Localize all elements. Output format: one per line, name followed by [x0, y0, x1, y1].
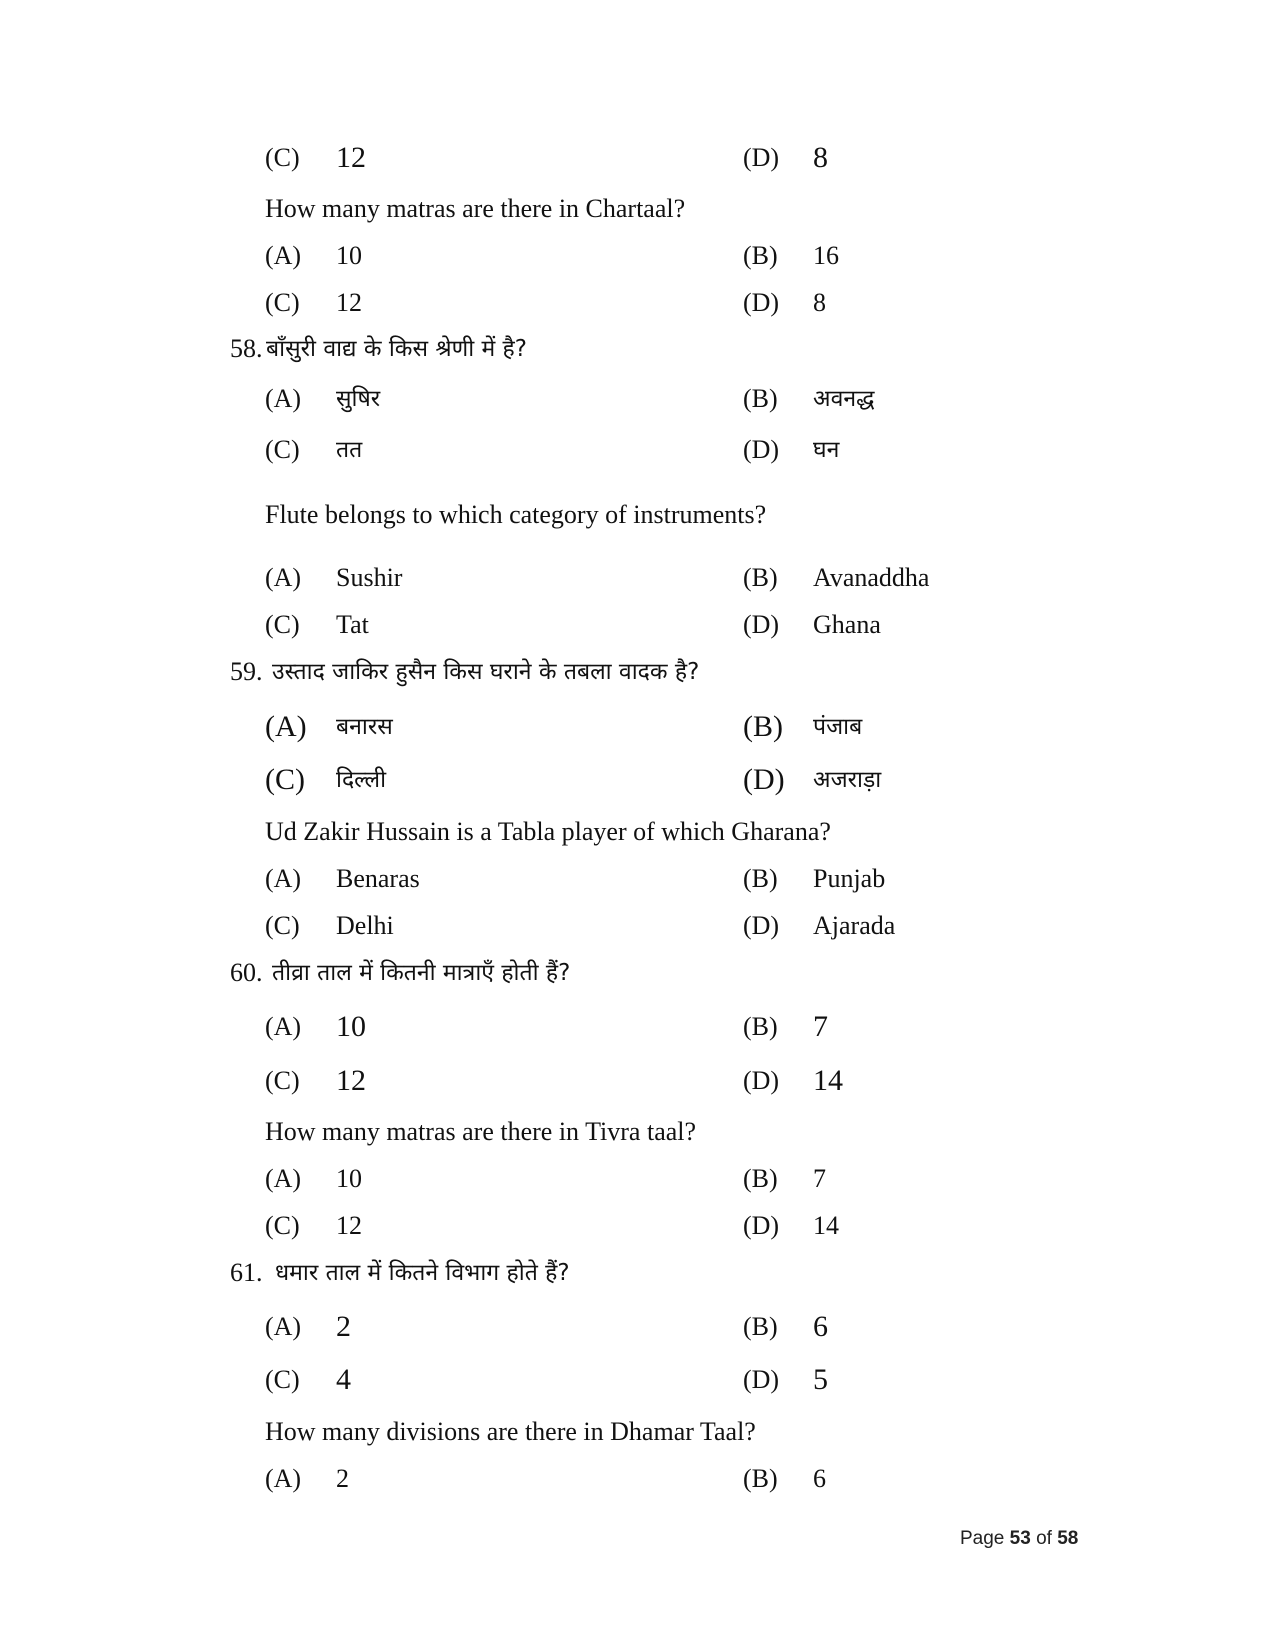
option-row — [0, 1157, 1275, 1201]
option-a-label: (A) — [265, 1464, 302, 1493]
question-text: How many matras are there in Chartaal? — [265, 194, 686, 223]
option-c-label: (C) — [265, 610, 300, 639]
option-a-label: (A) — [265, 1012, 302, 1041]
option-a-value: बनारस — [336, 714, 393, 740]
option-a-label: (A) — [265, 241, 302, 270]
question-number: 61. — [230, 1258, 263, 1287]
question-text-english — [0, 187, 1275, 231]
question-text-english — [0, 810, 1275, 854]
option-c-value: 12 — [336, 141, 366, 174]
option-b-label: (B) — [743, 710, 783, 743]
option-c-label: (C) — [265, 763, 305, 796]
question-text: तीव्रा ताल में कितनी मात्राएँ होती हैं? — [272, 960, 571, 986]
question-text: Ud Zakir Hussain is a Tabla player of which Gharana? — [265, 817, 831, 846]
option-row — [0, 1358, 1275, 1402]
option-row — [0, 705, 1275, 749]
option-row — [0, 904, 1275, 948]
option-d-label: (D) — [743, 911, 780, 940]
option-a-value: Benaras — [336, 864, 420, 893]
option-a-value: सुषिर — [336, 386, 381, 412]
option-b-value: 7 — [813, 1010, 828, 1043]
option-d-label: (D) — [743, 435, 780, 464]
option-a-value: 10 — [336, 241, 362, 270]
option-b-label: (B) — [743, 1312, 778, 1341]
question-text: धमार ताल में कितने विभाग होते हैं? — [275, 1260, 570, 1286]
option-a-value: 10 — [336, 1010, 366, 1043]
option-d-value: 5 — [813, 1363, 828, 1396]
option-a-value: 2 — [336, 1310, 351, 1343]
option-b-label: (B) — [743, 241, 778, 270]
option-c-value: 4 — [336, 1363, 351, 1396]
question-number: 58. — [230, 334, 263, 363]
option-row — [0, 428, 1275, 472]
option-d-label: (D) — [743, 763, 785, 796]
question-text: बाँसुरी वाद्य के किस श्रेणी में है? — [266, 336, 527, 362]
option-c-value: 12 — [336, 288, 362, 317]
option-d-value: 8 — [813, 288, 826, 317]
footer-of: of — [1036, 1528, 1052, 1549]
option-c-label: (C) — [265, 288, 300, 317]
option-row — [0, 234, 1275, 278]
option-b-value: 16 — [813, 241, 839, 270]
option-a-label: (A) — [265, 384, 302, 413]
option-row — [0, 377, 1275, 421]
option-c-value: Tat — [336, 610, 369, 639]
option-row — [0, 1005, 1275, 1049]
option-d-label: (D) — [743, 1211, 780, 1240]
option-d-label: (D) — [743, 143, 780, 172]
option-d-value: Ajarada — [813, 911, 896, 940]
option-c-value: 12 — [336, 1064, 366, 1097]
question-number: 60. — [230, 958, 263, 987]
option-b-value: 6 — [813, 1464, 826, 1493]
option-a-value: 2 — [336, 1464, 349, 1493]
question-text-english — [0, 493, 1275, 537]
option-b-value: 6 — [813, 1310, 828, 1343]
option-c-label: (C) — [265, 435, 300, 464]
option-b-label: (B) — [743, 563, 778, 592]
option-c-label: (C) — [265, 143, 300, 172]
option-row — [0, 758, 1275, 802]
question-text: How many matras are there in Tivra taal? — [265, 1117, 697, 1146]
option-b-value: अवनद्ध — [813, 386, 875, 412]
option-b-label: (B) — [743, 1464, 778, 1493]
option-b-value: 7 — [813, 1164, 826, 1193]
option-row — [0, 281, 1275, 325]
option-d-value: 14 — [813, 1211, 839, 1240]
question-number: 59. — [230, 657, 263, 686]
question-text-english — [0, 1410, 1275, 1454]
option-row — [0, 857, 1275, 901]
option-a-value: 10 — [336, 1164, 362, 1193]
option-c-value: 12 — [336, 1211, 362, 1240]
option-c-label: (C) — [265, 1365, 300, 1394]
question-text: How many divisions are there in Dhamar Taal? — [265, 1417, 756, 1446]
option-d-value: 14 — [813, 1064, 843, 1097]
question-text: उस्ताद जाकिर हुसैन किस घराने के तबला वादक है? — [272, 659, 700, 685]
option-row — [0, 1457, 1275, 1501]
page-number-footer — [960, 1528, 1078, 1550]
question-text: Flute belongs to which category of instruments? — [265, 500, 767, 529]
option-row — [0, 1204, 1275, 1248]
option-row — [0, 556, 1275, 600]
option-b-label: (B) — [743, 1164, 778, 1193]
option-a-label: (A) — [265, 710, 307, 743]
question-59-hindi — [0, 650, 1275, 694]
option-d-label: (D) — [743, 610, 780, 639]
option-d-value: 8 — [813, 141, 828, 174]
option-b-label: (B) — [743, 864, 778, 893]
option-d-label: (D) — [743, 288, 780, 317]
option-a-label: (A) — [265, 563, 302, 592]
option-a-label: (A) — [265, 1312, 302, 1341]
option-row — [0, 1305, 1275, 1349]
option-row — [0, 136, 1275, 180]
option-c-value: तत — [336, 437, 363, 463]
option-b-label: (B) — [743, 1012, 778, 1041]
question-60-hindi — [0, 951, 1275, 995]
option-c-value: Delhi — [336, 911, 394, 940]
option-b-label: (B) — [743, 384, 778, 413]
footer-current-page: 53 — [1009, 1528, 1031, 1549]
footer-prefix: Page — [960, 1528, 1005, 1549]
option-a-label: (A) — [265, 864, 302, 893]
option-c-label: (C) — [265, 1066, 300, 1095]
option-d-value: घन — [813, 437, 840, 463]
option-row — [0, 1059, 1275, 1103]
question-text-english — [0, 1110, 1275, 1154]
option-d-value: अजराड़ा — [813, 767, 882, 793]
option-b-value: पंजाब — [813, 714, 863, 740]
option-d-value: Ghana — [813, 610, 881, 639]
option-c-label: (C) — [265, 911, 300, 940]
option-c-value: दिल्ली — [336, 767, 387, 793]
option-d-label: (D) — [743, 1365, 780, 1394]
option-c-label: (C) — [265, 1211, 300, 1240]
option-b-value: Avanaddha — [813, 563, 930, 592]
footer-total-pages: 58 — [1057, 1528, 1079, 1549]
question-61-hindi — [0, 1251, 1275, 1295]
option-b-value: Punjab — [813, 864, 886, 893]
option-row — [0, 603, 1275, 647]
option-a-label: (A) — [265, 1164, 302, 1193]
option-d-label: (D) — [743, 1066, 780, 1095]
option-a-value: Sushir — [336, 563, 403, 592]
question-58-hindi — [0, 327, 1275, 371]
